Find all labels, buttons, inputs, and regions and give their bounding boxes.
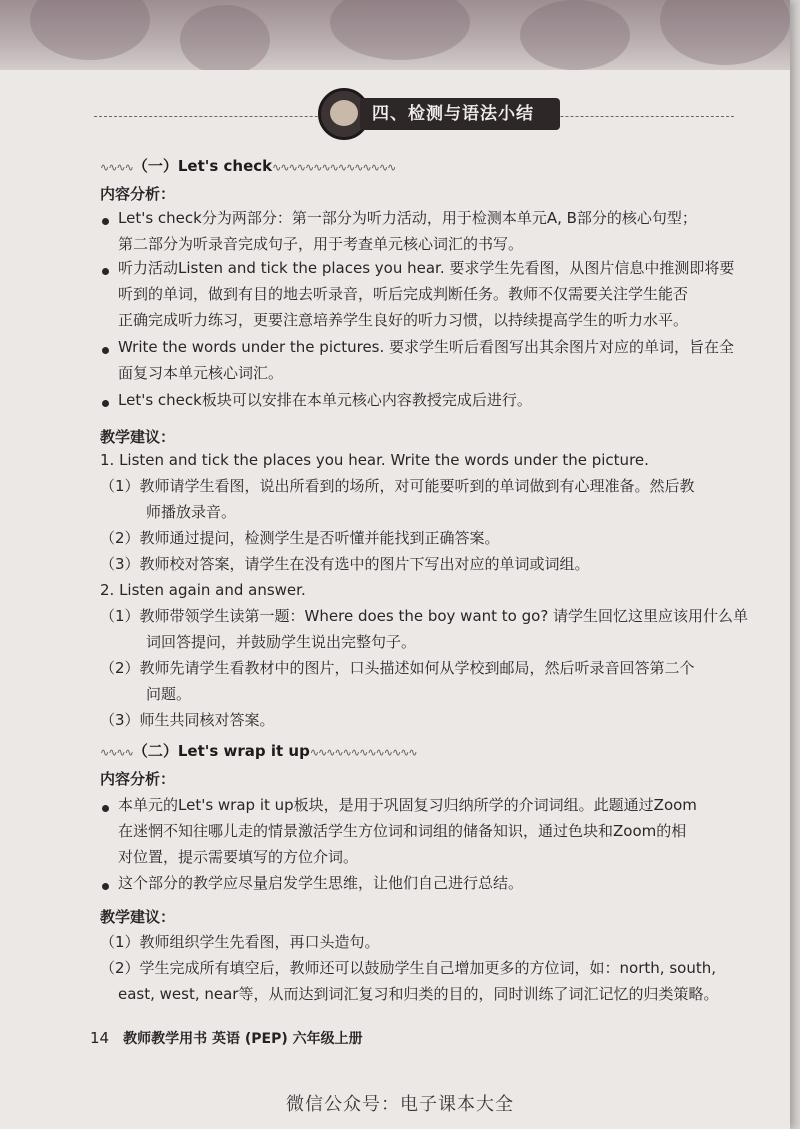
text-line: 词回答提问，并鼓励学生说出完整句子。 <box>146 633 417 651</box>
text-line: （2）教师通过提问，检测学生是否听懂并能找到正确答案。 <box>100 529 500 547</box>
bullet-icon <box>102 347 109 354</box>
page-footer <box>90 1028 363 1048</box>
bullet-icon <box>102 218 109 225</box>
text-line: 这个部分的教学应尽量启发学生思维，让他们自己进行总结。 <box>118 874 524 892</box>
text-line: （1）教师请学生看图，说出所看到的场所，对可能要听到的单词做到有心理准备。然后教 <box>100 477 695 495</box>
text-line: （3）师生共同核对答案。 <box>100 711 275 729</box>
text-line: 问题。 <box>146 685 192 703</box>
text-line: （2）教师先请学生看教材中的图片，口头描述如何从学校到邮局，然后听录音回答第二个 <box>100 659 695 677</box>
text-line: （1）教师组织学生先看图，再口头造句。 <box>100 933 380 951</box>
text-line: 听到的单词，做到有目的地去听录音，听后完成判断任务。教师不仅需要关注学生能否 <box>118 285 689 303</box>
part2-heading: ∿∿∿∿（二）Let's wrap it up∿∿∿∿∿∿∿∿∿∿∿∿∿ <box>100 742 417 760</box>
page-number: 14 <box>90 1029 110 1047</box>
text-line: （1）教师带领学生读第一题：Where does the boy want to go? 请学生回忆这里应该用什么单 <box>100 607 749 625</box>
teaching-suggestion-label: 教学建议： <box>100 908 176 926</box>
text-line: east, west, near等，从而达到词汇复习和归类的目的，同时训练了词汇记忆的归类策略。 <box>118 985 719 1003</box>
text-line: Let's check分为两部分：第一部分为听力活动，用于检测本单元A, B部分的核心句型； <box>118 209 697 227</box>
text-line: 在迷惘不知往哪儿走的情景激活学生方位词和词组的储备知识，通过色块和Zoom的相 <box>118 822 687 840</box>
content-analysis-label: 内容分析： <box>100 185 176 203</box>
bullet-icon <box>102 400 109 407</box>
bullet-icon <box>102 268 109 275</box>
text-line: 1. Listen and tick the places you hear. Write the words under the picture. <box>100 451 649 469</box>
text-line: Let's check板块可以安排在本单元核心内容教授完成后进行。 <box>118 391 532 409</box>
text-line: 正确完成听力练习，更要注意培养学生良好的听力习惯，以持续提高学生的听力水平。 <box>118 311 689 329</box>
text-line: 第二部分为听录音完成句子，用于考查单元核心词汇的书写。 <box>118 235 524 253</box>
book-title: 教师教学用书 英语 (PEP) 六年级上册 <box>123 1031 363 1047</box>
text-line: 听力活动Listen and tick the places you hear. 要求学生先看图，从图片信息中推测即将要 <box>118 259 735 277</box>
watermark-text: 微信公众号：电子课本大全 <box>286 1094 514 1115</box>
bullet-icon <box>102 805 109 812</box>
text-line: （3）教师校对答案，请学生在没有选中的图片下写出对应的单词或词组。 <box>100 555 590 573</box>
text-line: 面复习本单元核心词汇。 <box>118 364 284 382</box>
text-line: Write the words under the pictures. 要求学生听后看图写出其余图片对应的单词，旨在全 <box>118 338 735 356</box>
decorative-header-band <box>0 0 790 70</box>
text-line: 师播放录音。 <box>146 503 237 521</box>
part1-heading: ∿∿∿∿（一）Let's check∿∿∿∿∿∿∿∿∿∿∿∿∿∿∿ <box>100 157 396 175</box>
content-analysis-label: 内容分析： <box>100 770 176 788</box>
section-title: 四、检测与语法小结 <box>360 98 560 130</box>
text-line: 本单元的Let's wrap it up板块，是用于巩固复习归纳所学的介词词组。此题通过Zoom <box>118 796 697 814</box>
text-line: （2）学生完成所有填空后，教师还可以鼓励学生自己增加更多的方位词，如：north, south, <box>100 959 716 977</box>
teaching-suggestion-label: 教学建议： <box>100 428 176 446</box>
bullet-icon <box>102 883 109 890</box>
text-line: 2. Listen again and answer. <box>100 581 306 599</box>
text-line: 对位置，提示需要填写的方位介词。 <box>118 848 359 866</box>
